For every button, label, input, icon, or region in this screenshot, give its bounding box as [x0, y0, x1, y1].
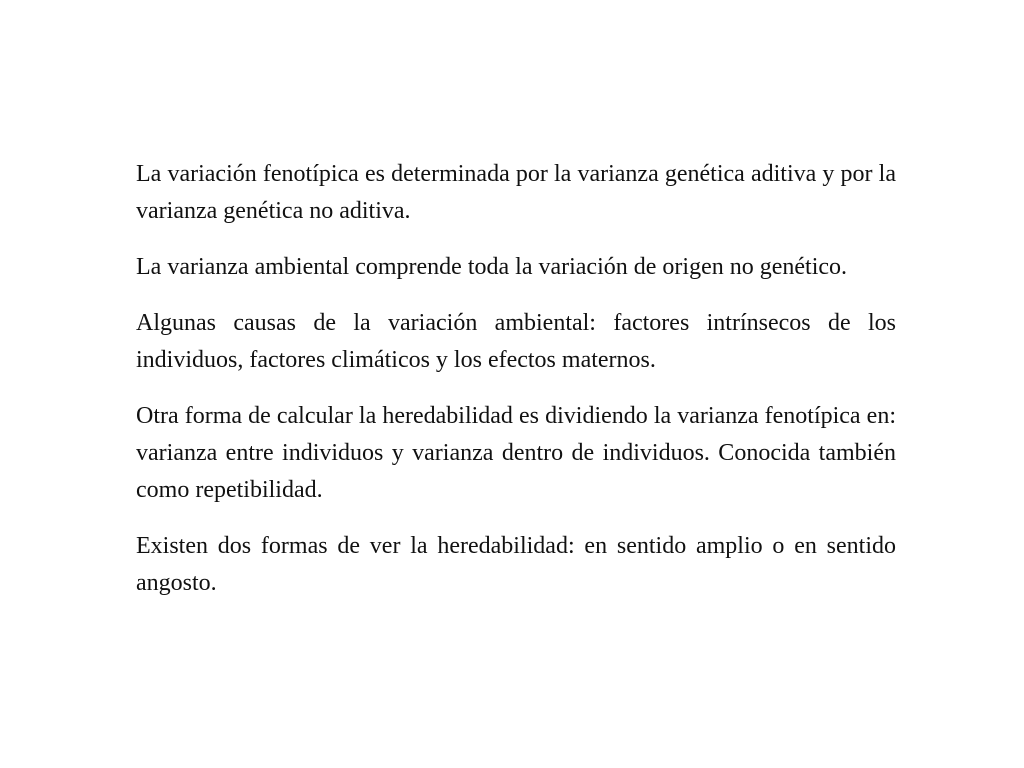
- paragraph-heritability-types: Existen dos formas de ver la heredabilidad: en sentido amplio o en sentido angosto.: [136, 533, 896, 596]
- paragraph-environmental-variance: La varianza ambiental comprende toda la variación de origen no genético.: [136, 254, 848, 280]
- paragraph-phenotypic-variation: La variación fenotípica es determinada por la varianza genética aditiva y por la varianza genética no aditiva.: [136, 161, 896, 224]
- slide-text-block: [136, 156, 896, 621]
- paragraph-environmental-causes: Algunas causas de la variación ambiental: factores intrínsecos de los individuos, factores climáticos y los efectos maternos.: [136, 310, 896, 373]
- paragraph-repeatability: Otra forma de calcular la heredabilidad es dividiendo la varianza fenotípica en: varianza entre individuos y varianza dentro de individuos. Conocida también como repetibilidad.: [136, 403, 896, 503]
